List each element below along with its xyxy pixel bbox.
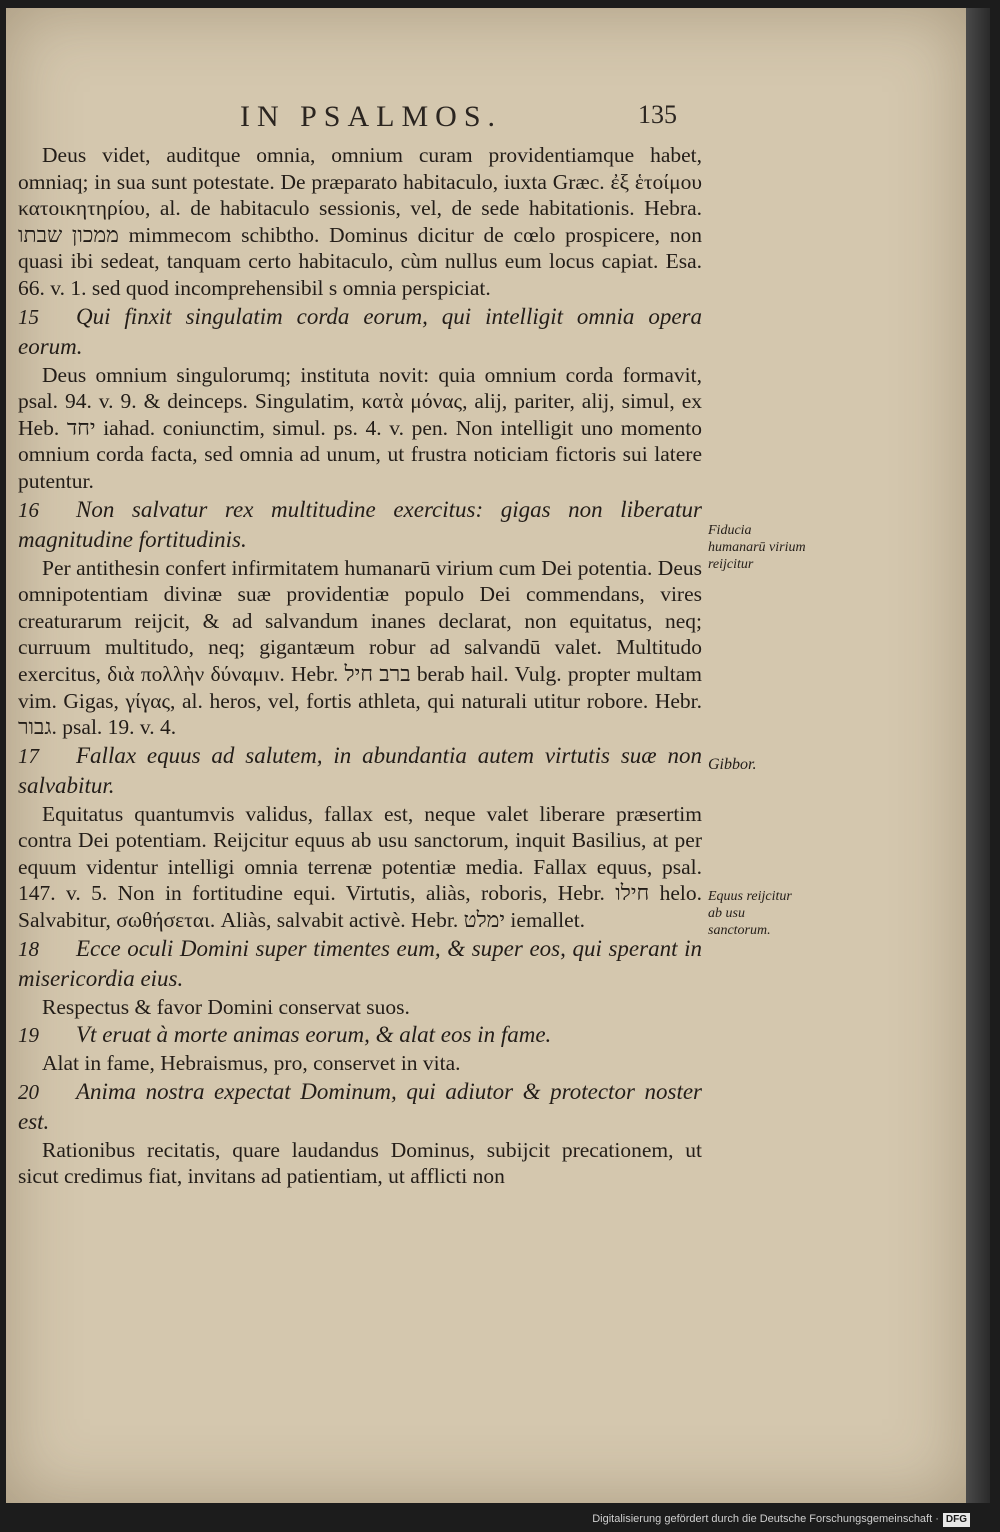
verse-text: Qui finxit singulatim corda eorum, qui intelligit omnia opera eorum. xyxy=(18,303,702,359)
dfg-logo-icon: DFG xyxy=(943,1513,970,1527)
marginal-note: Fiducia humanarū virium reijcitur xyxy=(708,523,806,572)
verse-16 xyxy=(18,495,702,555)
marginal-note: Gibbor. xyxy=(708,756,757,773)
verse-text: Vt eruat à morte animas eorum, & alat eos in fame. xyxy=(76,1022,552,1048)
running-head: IN PSALMOS. xyxy=(239,100,503,133)
footer-text: Digitalisierung gefördert durch die Deutsche Forschungsgemeinschaft · xyxy=(592,1513,939,1525)
verse-text: Non salvatur rex multitudine exercitus: gigas non liberatur magnitudine fortitudinis. xyxy=(18,496,702,552)
verse-20 xyxy=(18,1077,702,1137)
book-page xyxy=(6,8,967,1503)
verse-number: 15 xyxy=(18,304,39,329)
verse-15 xyxy=(18,302,702,362)
commentary-paragraph: Rationibus recitatis, quare laudandus Dominus, subijcit precationem, ut sicut credimus fiat, invitans ad patientiam, ut afflicti non xyxy=(18,1137,702,1189)
verse-number: 19 xyxy=(18,1023,39,1048)
verse-text: Anima nostra expectat Dominum, qui adiutor & protector noster est. xyxy=(18,1078,702,1134)
verse-text: Ecce oculi Domini super timentes eum, & super eos, qui sperant in misericordia eius. xyxy=(18,935,702,991)
marginal-note: Equus reijcitur ab usu sanctorum. xyxy=(708,889,792,938)
page-edge-shadow xyxy=(966,8,990,1503)
verse-number: 20 xyxy=(18,1079,39,1104)
commentary-paragraph: Equitatus quantumvis validus, fallax est, neque valet liberare præsertim contra Dei potentiam. Reijcitur equus ab usu sanctorum, inquit Basilius, at per equum videntur intelligi omnia terrenæ potentiæ media. Fallax equus, psal. 147. v. 5. Non in fortitudine equi. Virtutis, aliàs, roboris, Hebr. חילו helo. Salvabitur, σωθήσεται. Aliàs, salvabit activè. Hebr. ימלט iemallet. xyxy=(18,801,702,933)
verse-17 xyxy=(18,741,702,801)
commentary-paragraph: Alat in fame, Hebraismus, pro, conservet in vita. xyxy=(42,1051,461,1076)
verse-text: Fallax equus ad salutem, in abundantia autem virtutis suæ non salvabitur. xyxy=(18,742,702,798)
verse-19 xyxy=(18,1020,702,1050)
verse-number: 18 xyxy=(18,936,39,961)
commentary-paragraph: Per antithesin confert infirmitatem humanarū virium cum Dei potentia. Deus omnipotentiam divinæ suæ providentiæ populo Dei commendans, vires creaturarum reijcit, & ad salvandum inanes declarat, non equitatus, neq; curruum multitudo, neq; gigantæum robur ad salvandū valet. Multitudo exercitus, διὰ πολλὴν δύναμιν. Hebr. ברב חיל berab hail. Vulg. propter multam vim. Gigas, γίγας, al. heros, vel, fortis athleta, qui naturali utitur robore. Hebr. גבור. psal. 19. v. 4. xyxy=(18,555,703,740)
commentary-paragraph: Respectus & favor Domini conservat suos. xyxy=(42,994,410,1019)
footer-credit xyxy=(592,1508,970,1530)
page-number: 135 xyxy=(638,100,677,129)
commentary-paragraph: Deus videt, auditque omnia, omnium curam providentiamque habet, omniaq; in sua sunt potestate. De præparato habitaculo, iuxta Græc. ἐξ ἑτοίμου κατοικητηρίου, al. de habitaculo sessionis, vel, de sede habitationis. Hebra. ממכון שבתו mimmecom schibtho. Dominus dicitur de cœlo prospicere, non quasi ibi sedeat, tanquam certo habitaculo, cùm nullus eum locus capiat. Esa. 66. v. 1. sed quod incomprehensibil s omnia perspiciat. xyxy=(18,143,702,300)
main-text xyxy=(18,142,702,1190)
verse-number: 17 xyxy=(18,743,39,768)
verse-number: 16 xyxy=(18,497,39,522)
verse-18 xyxy=(18,934,702,994)
commentary-paragraph: Deus omnium singulorumq; instituta novit: quia omnium corda formavit, psal. 94. v. 9. & deinceps. Singulatim, κατὰ μόνας, alij, pariter, alij, simul, ex Heb. יחד iahad. coniunctim, simul. ps. 4. v. pen. Non intelligit uno momento omnium corda facta, sed omnia ad unum, ut frustra noticiam fictoris sui latere putentur. xyxy=(18,362,702,493)
